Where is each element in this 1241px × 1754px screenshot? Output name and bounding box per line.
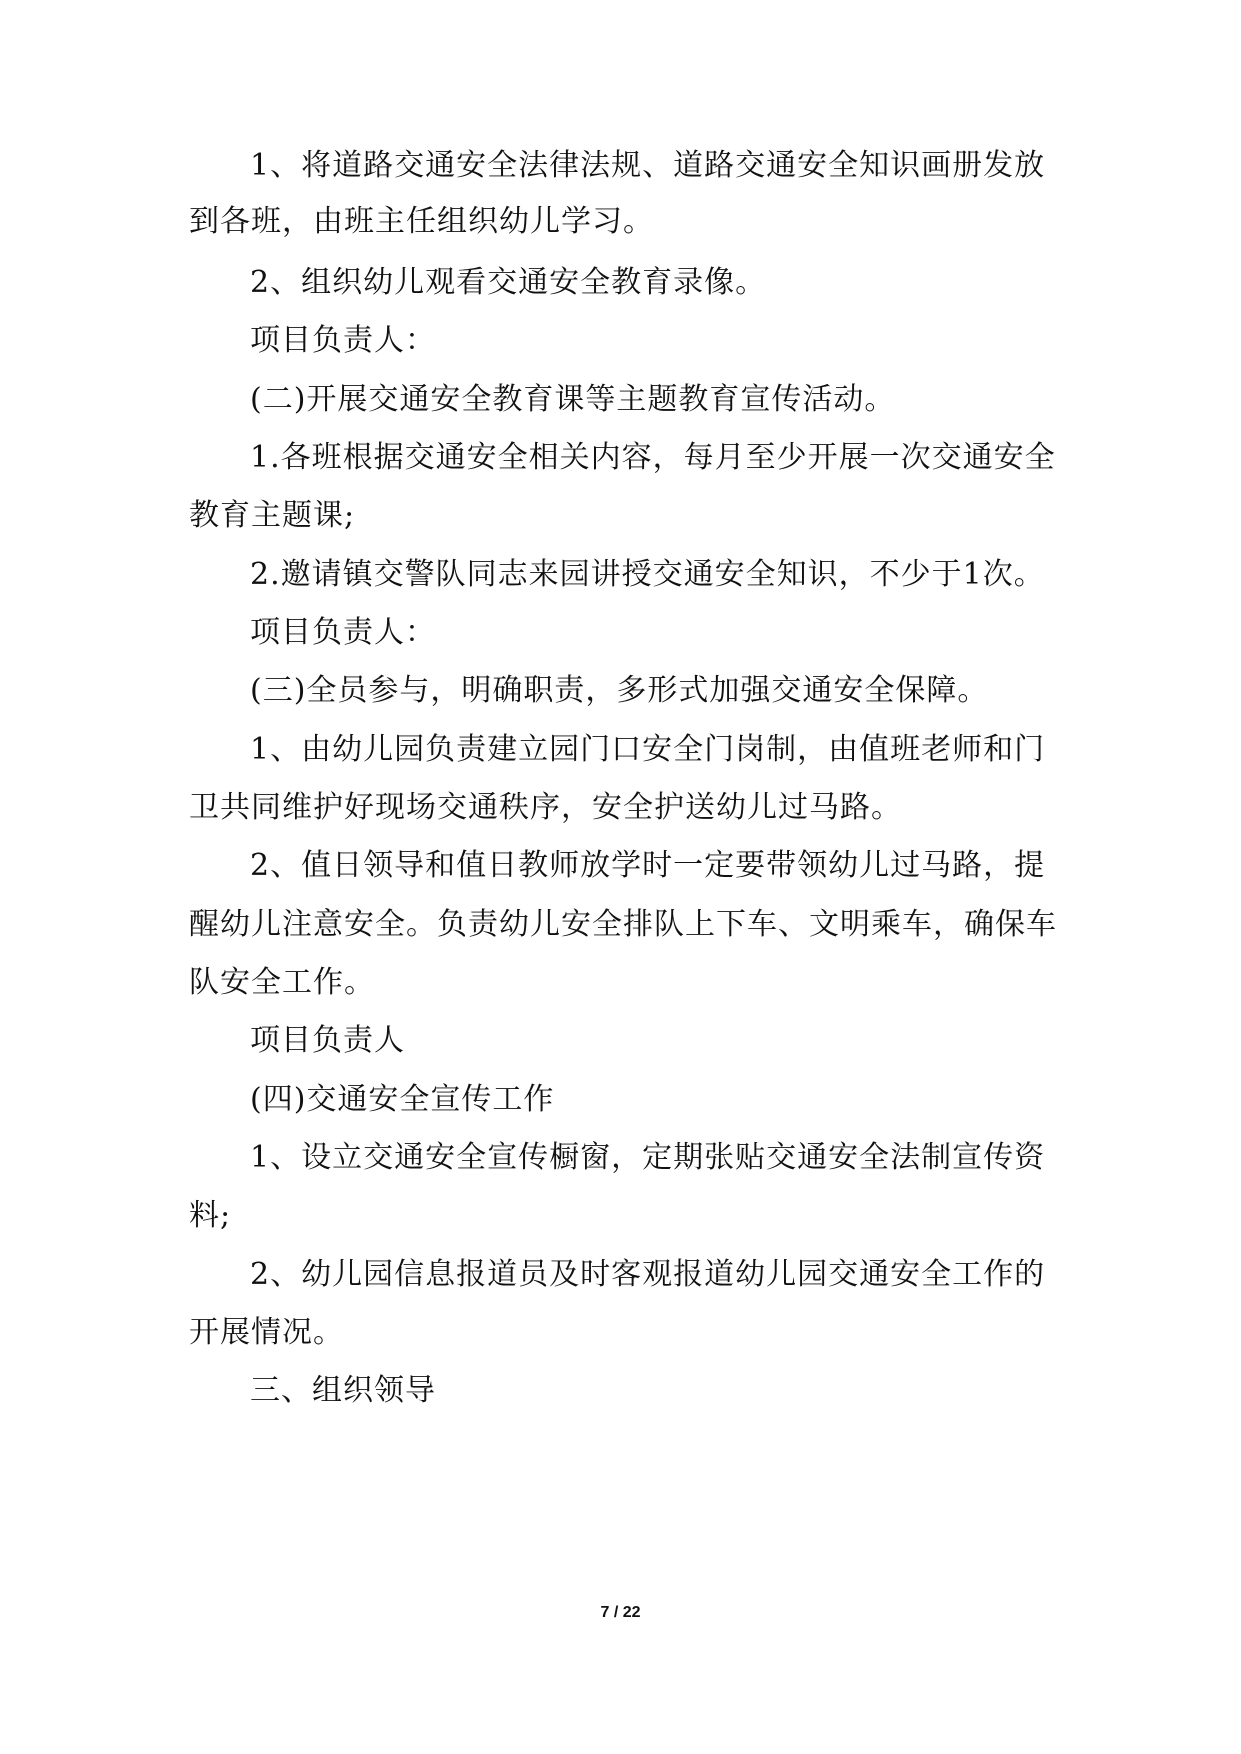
paragraph-line: 项目负责人 xyxy=(250,1023,405,1058)
paragraph-line: 项目负责人： xyxy=(250,323,436,358)
paragraph-line: 1、设立交通安全宣传橱窗，定期张贴交通安全法制宣传资 xyxy=(250,1140,1046,1175)
section-heading: 三、组织领导 xyxy=(250,1373,436,1408)
section-heading: (四)交通安全宣传工作 xyxy=(250,1082,555,1117)
paragraph-line: 1.各班根据交通安全相关内容，每月至少开展一次交通安全 xyxy=(250,440,1056,475)
paragraph-line: 料; xyxy=(189,1198,232,1233)
paragraph-line: 项目负责人： xyxy=(250,615,436,650)
paragraph-line: 2、组织幼儿观看交通安全教育录像。 xyxy=(250,265,767,300)
paragraph-line: 教育主题课; xyxy=(189,498,356,533)
paragraph-line: 醒幼儿注意安全。负责幼儿安全排队上下车、文明乘车，确保车 xyxy=(189,907,1057,942)
paragraph-line: 卫共同维护好现场交通秩序，安全护送幼儿过马路。 xyxy=(189,790,902,825)
paragraph-line: 2、幼儿园信息报道员及时客观报道幼儿园交通安全工作的 xyxy=(250,1257,1046,1292)
section-heading: (二)开展交通安全教育课等主题教育宣传活动。 xyxy=(250,382,896,417)
paragraph-line: 2.邀请镇交警队同志来园讲授交通安全知识，不少于1次。 xyxy=(250,557,1045,592)
page-number: 7 / 22 xyxy=(600,1604,641,1621)
section-heading: (三)全员参与，明确职责，多形式加强交通安全保障。 xyxy=(250,673,989,708)
paragraph-line: 开展情况。 xyxy=(189,1315,344,1350)
paragraph-line: 到各班，由班主任组织幼儿学习。 xyxy=(189,204,654,239)
paragraph-line: 1、将道路交通安全法律法规、道路交通安全知识画册发放 xyxy=(250,148,1046,183)
paragraph-line: 队安全工作。 xyxy=(189,965,375,1000)
paragraph-line: 2、值日领导和值日教师放学时一定要带领幼儿过马路，提 xyxy=(250,848,1046,883)
paragraph-line: 1、由幼儿园负责建立园门口安全门岗制，由值班老师和门 xyxy=(250,732,1046,767)
